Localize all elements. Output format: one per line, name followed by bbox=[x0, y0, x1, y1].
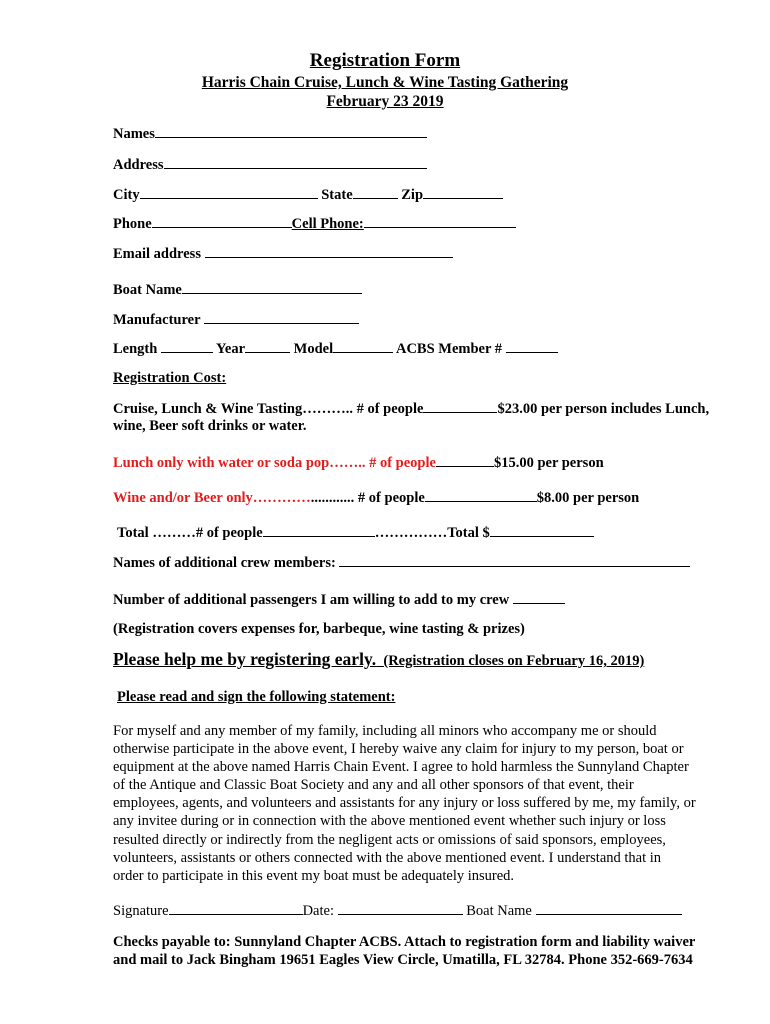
year-field[interactable] bbox=[245, 340, 290, 353]
crew-names-row bbox=[113, 554, 690, 572]
event-subtitle: Harris Chain Cruise, Lunch & Wine Tasting Gathering bbox=[201, 74, 569, 91]
email-row bbox=[113, 245, 453, 263]
total-row bbox=[117, 524, 594, 542]
length-field[interactable] bbox=[161, 340, 213, 353]
passengers-field[interactable] bbox=[513, 591, 565, 604]
model-label: Model bbox=[293, 341, 334, 357]
lunch-option-label: Lunch only with water or soda pop…….. # of people bbox=[113, 455, 436, 471]
address-label: Address bbox=[113, 157, 164, 173]
crew-names-label: Names of additional crew members: bbox=[113, 555, 336, 571]
signature-row bbox=[113, 902, 682, 920]
lunch-option-row bbox=[113, 454, 604, 472]
wine-option-row bbox=[113, 489, 639, 507]
cruise-option-row bbox=[113, 400, 709, 418]
total-people-field[interactable] bbox=[263, 524, 375, 537]
registration-cost-heading: Registration Cost: bbox=[113, 370, 227, 386]
cruise-people-field[interactable] bbox=[423, 400, 497, 413]
length-label: Length bbox=[113, 341, 158, 357]
read-sign-heading: Please read and sign the following statement: bbox=[117, 689, 396, 705]
phone-label: Phone bbox=[113, 216, 152, 232]
passengers-row bbox=[113, 591, 565, 609]
city-state-zip-row bbox=[113, 186, 503, 204]
manufacturer-row bbox=[113, 311, 359, 329]
registration-closes-text: (Registration closes on February 16, 2019) bbox=[383, 653, 645, 669]
state-field[interactable] bbox=[353, 186, 398, 199]
waiver-line: employees, agents, and volunteers and assistants for any injury or loss suffered by me, my family, or bbox=[113, 795, 696, 812]
total-amount-label: ……………Total $ bbox=[374, 525, 490, 541]
waiver-line: resulted directly or indirectly from the negligent acts or omissions of said sponsors, employees, bbox=[113, 831, 666, 848]
cell-phone-label: Cell Phone: bbox=[291, 216, 364, 232]
signature-label: Signature bbox=[113, 903, 169, 919]
waiver-line: volunteers, assistants or others connected with the above mentioned event. I understand that in bbox=[113, 849, 662, 866]
passengers-label: Number of additional passengers I am willing to add to my crew bbox=[113, 592, 510, 608]
acbs-member-label: ACBS Member # bbox=[395, 341, 503, 357]
crew-names-field-a[interactable] bbox=[339, 554, 405, 567]
phone-field[interactable] bbox=[152, 215, 292, 228]
cruise-option-price: $23.00 per person includes Lunch, bbox=[497, 401, 710, 417]
email-field[interactable] bbox=[205, 245, 453, 258]
wine-option-label: Wine and/or Beer only………… bbox=[113, 490, 311, 506]
boat-name-field[interactable] bbox=[182, 281, 362, 294]
wine-option-price: $8.00 per person bbox=[536, 490, 640, 506]
registration-covers-note: (Registration covers expenses for, barbeque, wine tasting & prizes) bbox=[113, 621, 525, 637]
waiver-line: For myself and any member of my family, including all minors who accompany me or should bbox=[113, 723, 657, 739]
crew-names-field-b[interactable] bbox=[405, 554, 690, 567]
phone-row bbox=[113, 215, 516, 233]
waiver-line: equipment at the above named Harris Chain Event. I agree to hold harmless the Sunnyland Chapter bbox=[113, 759, 689, 776]
form-title: Registration Form bbox=[309, 50, 461, 71]
date-label: Date: bbox=[302, 903, 334, 919]
lunch-option-price: $15.00 per person bbox=[493, 455, 604, 471]
total-people-label: Total ………# of people bbox=[117, 525, 263, 541]
sig-boat-name-label: Boat Name bbox=[466, 903, 532, 919]
model-field[interactable] bbox=[333, 340, 393, 353]
names-label: Names bbox=[113, 126, 155, 142]
signature-field[interactable] bbox=[169, 902, 303, 915]
checks-payable-line2: and mail to Jack Bingham 19651 Eagles View Circle, Umatilla, FL 32784. Phone 352-669-7634 bbox=[113, 952, 693, 968]
acbs-member-field[interactable] bbox=[506, 340, 558, 353]
city-label: City bbox=[113, 187, 140, 203]
boat-details-row bbox=[113, 340, 558, 358]
sig-boat-name-field[interactable] bbox=[536, 902, 682, 915]
address-field[interactable] bbox=[164, 156, 427, 169]
address-row bbox=[113, 156, 427, 174]
waiver-statement bbox=[113, 722, 728, 885]
zip-label: Zip bbox=[401, 187, 424, 203]
names-row bbox=[113, 125, 427, 143]
waiver-line: otherwise participate in the above event, I hereby waive any claim for injury to my person, boat or bbox=[113, 741, 684, 758]
zip-field[interactable] bbox=[423, 186, 503, 199]
waiver-line: order to participate in this event my boat must be adequately insured. bbox=[113, 867, 515, 884]
manufacturer-label: Manufacturer bbox=[113, 312, 201, 328]
cruise-option-label: Cruise, Lunch & Wine Tasting……….. # of people bbox=[113, 401, 424, 417]
year-label: Year bbox=[216, 341, 246, 357]
event-date: February 23 2019 bbox=[326, 93, 444, 110]
names-field[interactable] bbox=[155, 125, 427, 138]
state-label: State bbox=[321, 187, 353, 203]
city-field[interactable] bbox=[140, 186, 318, 199]
boat-name-row bbox=[113, 281, 362, 299]
cell-phone-field[interactable] bbox=[364, 215, 516, 228]
waiver-line: of the Antique and Classic Boat Society and any and all other sponsors of that event, their bbox=[113, 777, 634, 794]
cruise-option-note: wine, Beer soft drinks or water. bbox=[113, 418, 307, 434]
waiver-line: any invitee during or in connection with the above mentioned event whether such injury or loss bbox=[113, 813, 666, 830]
register-early-row bbox=[113, 649, 644, 670]
wine-people-field[interactable] bbox=[425, 489, 537, 502]
lunch-people-field[interactable] bbox=[436, 454, 494, 467]
boat-name-label: Boat Name bbox=[113, 282, 182, 298]
manufacturer-field[interactable] bbox=[204, 311, 359, 324]
wine-option-dots: ............ # of people bbox=[310, 490, 425, 506]
total-amount-field[interactable] bbox=[490, 524, 594, 537]
checks-payable-line1: Checks payable to: Sunnyland Chapter ACBS. Attach to registration form and liability waiver bbox=[113, 934, 696, 950]
register-early-text: Please help me by registering early. bbox=[113, 649, 377, 669]
email-label: Email address bbox=[113, 246, 201, 262]
date-field[interactable] bbox=[338, 902, 463, 915]
